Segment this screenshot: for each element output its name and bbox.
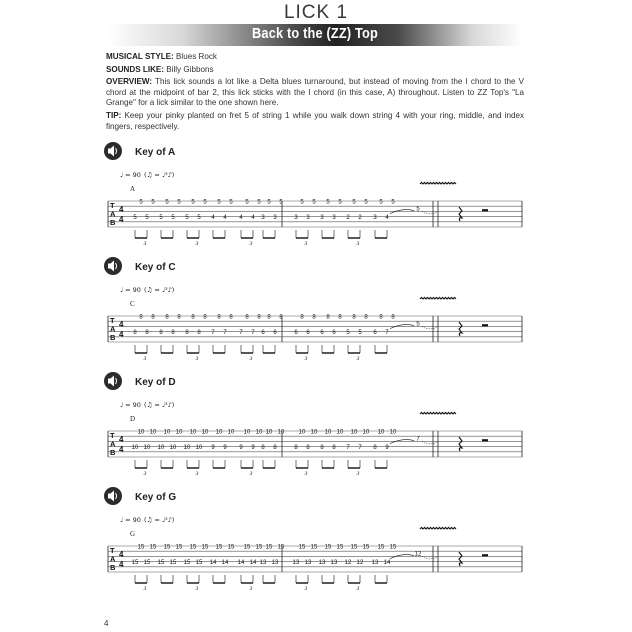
tab-system	[100, 370, 530, 480]
tab-note: 10	[324, 429, 332, 436]
tab-note: 6	[306, 330, 310, 337]
lick-title: LICK 1	[283, 2, 349, 23]
tab-note: 8	[379, 314, 383, 321]
tempo-marking: ♩ = 90	[120, 516, 141, 524]
tab-note: 5	[191, 199, 195, 206]
tab-note: 6	[320, 330, 324, 337]
style-value: Blues Rock	[176, 52, 217, 61]
tab-note: 15	[265, 544, 273, 551]
tab-note: 8	[312, 314, 316, 321]
tab-note: 8	[267, 314, 271, 321]
tab-note: 10	[277, 429, 285, 436]
tab-note: 8	[203, 314, 207, 321]
tab-note: 3	[306, 215, 310, 222]
let-ring-tie	[422, 556, 438, 559]
tab-note: 7	[358, 445, 362, 452]
tab-note: 5	[177, 199, 181, 206]
tab-note: 13	[259, 560, 267, 567]
tab-note: 15	[201, 544, 209, 551]
key-label: Key of A	[135, 147, 176, 158]
time-signature-top: 4	[119, 205, 124, 214]
triplet-number: 3	[195, 586, 199, 592]
let-ring-tie	[422, 441, 438, 444]
tab-note: 15	[310, 544, 318, 551]
tab-note: 15	[131, 560, 139, 567]
tab-note: 15	[137, 544, 145, 551]
tab-note: 15	[324, 544, 332, 551]
tab-note: 13	[371, 560, 379, 567]
sounds-value: Billy Gibbons	[166, 64, 214, 74]
chord-name: D	[130, 415, 136, 423]
tab-letter: T	[110, 546, 115, 555]
triplet-number: 3	[143, 586, 147, 592]
tab-note: 6	[273, 330, 277, 337]
page-number: 4	[104, 619, 109, 628]
tab-note: 5	[364, 199, 368, 206]
tab-note: 5	[229, 199, 233, 206]
tab-note: 5	[203, 199, 207, 206]
tab-note: 15	[157, 560, 165, 567]
tab-note: 8	[197, 330, 201, 337]
tab-note: 7	[211, 330, 215, 337]
tab-note: 4	[385, 215, 389, 222]
tab-note: 15	[350, 544, 358, 551]
tab-note: 15	[377, 544, 385, 551]
tab-note: 10	[137, 429, 145, 436]
tab-note: 5	[139, 199, 143, 206]
tab-note: 8	[273, 445, 277, 452]
triplet-number: 3	[195, 356, 199, 362]
tab-system	[100, 255, 530, 365]
tab-note: 15	[195, 560, 203, 567]
tab-note: 5	[145, 215, 149, 222]
tab-note: 13	[330, 560, 338, 567]
tab-note: 5	[326, 199, 330, 206]
tab-note: 15	[277, 544, 285, 551]
tab-note: 8	[145, 330, 149, 337]
tab-note: 10	[201, 429, 209, 436]
tab-note: 7	[385, 330, 389, 337]
tab-note: 6	[373, 330, 377, 337]
tab-note: 15	[243, 544, 251, 551]
quarter-rest	[459, 552, 462, 566]
title-banner	[108, 24, 522, 46]
tab-note: 5	[346, 330, 350, 337]
key-label: Key of G	[135, 492, 177, 503]
triplet-number: 3	[304, 471, 308, 477]
tab-note: 9	[251, 445, 255, 452]
tab-note: 2	[358, 215, 362, 222]
tab-note: 14	[249, 560, 257, 567]
tab-note: 8	[306, 445, 310, 452]
tab-note: 8	[171, 330, 175, 337]
tab-note: 14	[237, 560, 245, 567]
tab-note: 15	[215, 544, 223, 551]
triplet-number: 3	[143, 356, 147, 362]
tab-note: 3	[373, 215, 377, 222]
system-key-a	[100, 140, 530, 250]
tab-note: 15	[189, 544, 197, 551]
style-label: MUSICAL STYLE:	[106, 52, 174, 61]
let-ring-tie	[422, 211, 438, 214]
tab-note: 7	[239, 330, 243, 337]
triplet-number: 3	[195, 241, 199, 247]
tab-note: 8	[245, 314, 249, 321]
swing-marking: (♫ = ♩³♪)	[144, 171, 175, 179]
tab-note: 15	[183, 560, 191, 567]
tab-note: 10	[131, 445, 139, 452]
tab-note: 6	[294, 330, 298, 337]
tab-note: 14	[209, 560, 217, 567]
banner-title: Back to the (ZZ) Top	[252, 26, 378, 42]
tab-letter: B	[110, 563, 116, 572]
tab-note: 10	[298, 429, 306, 436]
tab-note: 5	[267, 199, 271, 206]
tab-letter: T	[110, 201, 115, 210]
tab-note: 10	[243, 429, 251, 436]
tab-note: 5	[379, 199, 383, 206]
triplet-number: 3	[356, 471, 360, 477]
triplet-number: 3	[356, 241, 360, 247]
triplet-number: 3	[249, 471, 253, 477]
tab-note: 8	[177, 314, 181, 321]
time-signature-top: 4	[119, 435, 124, 444]
tab-note: 5	[279, 199, 283, 206]
tab-note: 8	[300, 314, 304, 321]
tab-note: 10	[189, 429, 197, 436]
tab-note: 15	[227, 544, 235, 551]
tab-letter: B	[110, 333, 116, 342]
vibrato-mark	[420, 527, 456, 529]
tab-note: 15	[336, 544, 344, 551]
tab-note: 8	[139, 314, 143, 321]
tab-letter: A	[110, 439, 116, 449]
tab-note: 5	[133, 215, 137, 222]
time-signature-bottom: 4	[119, 560, 124, 569]
tab-note: 4	[251, 215, 255, 222]
tab-note: 8	[352, 314, 356, 321]
tab-note: 12	[344, 560, 352, 567]
overview-label: OVERVIEW:	[106, 77, 153, 87]
tab-letter: T	[110, 431, 115, 440]
quarter-rest	[459, 207, 462, 221]
tab-note: 8	[391, 314, 395, 321]
tip-value: Keep your pinky planted on fret 5 of string 1 while you walk down string 4 with your ring, middle, and index fingers, respectively.	[106, 110, 525, 131]
tab-note: 10	[310, 429, 318, 436]
tab-note: 10	[169, 445, 177, 452]
tab-note: 15	[143, 560, 151, 567]
tab-note: 10	[143, 445, 151, 452]
tab-note: 7	[223, 330, 227, 337]
tab-note: 3	[320, 215, 324, 222]
tab-note: 12	[414, 551, 422, 558]
audio-speaker-icon	[104, 372, 122, 390]
tab-note: 15	[362, 544, 370, 551]
tab-system	[100, 485, 530, 595]
tab-note: 10	[350, 429, 358, 436]
tab-note: 4	[211, 215, 215, 222]
tab-note: 5	[257, 199, 261, 206]
half-rest	[482, 554, 488, 556]
tab-note: 15	[175, 544, 183, 551]
chord-name: A	[130, 185, 136, 193]
tab-note: 8	[191, 314, 195, 321]
audio-speaker-icon	[104, 142, 122, 160]
key-label: Key of D	[135, 377, 176, 388]
tab-note: 5	[171, 215, 175, 222]
audio-speaker-icon	[104, 257, 122, 275]
vibrato-mark	[420, 297, 456, 299]
triplet-number: 3	[249, 586, 253, 592]
system-key-c	[100, 255, 530, 365]
tab-letter: B	[110, 218, 116, 227]
tab-note: 9	[211, 445, 215, 452]
tab-note: 8	[326, 314, 330, 321]
tab-note: 10	[265, 429, 273, 436]
tab-note: 5	[416, 321, 420, 328]
tab-note: 13	[318, 560, 326, 567]
tab-note: 5	[185, 215, 189, 222]
swing-marking: (♫ = ♩³♪)	[144, 516, 175, 524]
tab-note: 2	[346, 215, 350, 222]
tab-note: 8	[159, 330, 163, 337]
tab-system	[100, 140, 530, 250]
tab-note: 4	[239, 215, 243, 222]
tab-note: 15	[389, 544, 397, 551]
tab-letter: T	[110, 316, 115, 325]
tempo-marking: ♩ = 90	[120, 171, 141, 179]
tab-note: 10	[157, 445, 165, 452]
tab-note: 5	[391, 199, 395, 206]
tab-note: 9	[385, 445, 389, 452]
tab-note: 10	[163, 429, 171, 436]
vibrato-mark	[420, 412, 456, 414]
tab-note: 5	[416, 206, 420, 213]
tab-note: 5	[159, 215, 163, 222]
tab-note: 15	[163, 544, 171, 551]
tab-note: 10	[183, 445, 191, 452]
tab-note: 10	[175, 429, 183, 436]
tab-note: 3	[273, 215, 277, 222]
tab-note: 5	[300, 199, 304, 206]
tab-note: 3	[261, 215, 265, 222]
tab-note: 10	[377, 429, 385, 436]
system-key-g	[100, 485, 530, 595]
triplet-number: 3	[304, 586, 308, 592]
tab-note: 3	[294, 215, 298, 222]
tab-letter: A	[110, 209, 116, 219]
tab-note: 5	[358, 330, 362, 337]
tab-note: 7	[346, 445, 350, 452]
tab-note: 10	[149, 429, 157, 436]
tab-note: 5	[338, 199, 342, 206]
tab-note: 8	[165, 314, 169, 321]
triplet-number: 3	[249, 356, 253, 362]
tab-note: 3	[332, 215, 336, 222]
half-rest	[482, 439, 488, 441]
tab-letter: A	[110, 324, 116, 334]
key-label: Key of C	[135, 262, 176, 273]
tab-note: 10	[227, 429, 235, 436]
tab-note: 8	[294, 445, 298, 452]
tab-note: 10	[389, 429, 397, 436]
audio-speaker-icon	[104, 487, 122, 505]
tab-note: 10	[255, 429, 263, 436]
tab-note: 15	[149, 544, 157, 551]
tab-note: 10	[215, 429, 223, 436]
time-signature-bottom: 4	[119, 445, 124, 454]
overview-value: This lick sounds a lot like a Delta blues turnaround, but instead of moving from the I chord to the V chord at the midpoint of bar 2, this lick sticks with the I chord (in this case, A) throughout. Listen to ZZ Top's "La Grange" for a lick similar to the one shown here.	[106, 77, 524, 108]
let-ring-tie	[422, 326, 438, 329]
tab-note: 15	[169, 560, 177, 567]
time-signature-top: 4	[119, 320, 124, 329]
tab-note: 8	[257, 314, 261, 321]
quarter-rest	[459, 322, 462, 336]
tab-note: 8	[133, 330, 137, 337]
tab-note: 8	[151, 314, 155, 321]
tip	[106, 111, 524, 132]
tab-note: 6	[261, 330, 265, 337]
triplet-number: 3	[356, 586, 360, 592]
time-signature-top: 4	[119, 550, 124, 559]
tab-note: 14	[383, 560, 391, 567]
tab-note: 5	[197, 215, 201, 222]
tab-note: 13	[271, 560, 279, 567]
tempo-marking: ♩ = 90	[120, 401, 141, 409]
tab-note: 4	[223, 215, 227, 222]
chord-name: C	[130, 300, 135, 308]
tab-note: 10	[362, 429, 370, 436]
tab-note: 8	[185, 330, 189, 337]
tab-note: 5	[151, 199, 155, 206]
tab-note: 9	[223, 445, 227, 452]
swing-marking: (♫ = ♩³♪)	[144, 401, 175, 409]
time-signature-bottom: 4	[119, 330, 124, 339]
vibrato-mark	[420, 182, 456, 184]
tab-note: 8	[279, 314, 283, 321]
tab-note: 8	[217, 314, 221, 321]
tab-note: 8	[338, 314, 342, 321]
musical-style	[106, 52, 524, 63]
tab-note: 12	[356, 560, 364, 567]
tab-note: 8	[332, 445, 336, 452]
tab-note: 5	[165, 199, 169, 206]
quarter-rest	[459, 437, 462, 451]
sounds-label: SOUNDS LIKE:	[106, 64, 165, 74]
tab-note: 5	[245, 199, 249, 206]
triplet-number: 3	[195, 471, 199, 477]
tab-note: 8	[373, 445, 377, 452]
tab-note: 10	[336, 429, 344, 436]
half-rest	[482, 324, 488, 326]
tab-note: 5	[312, 199, 316, 206]
tab-letter: A	[110, 554, 116, 564]
overview	[106, 77, 524, 109]
tab-note: 8	[229, 314, 233, 321]
tab-note: 5	[352, 199, 356, 206]
tempo-marking: ♩ = 90	[120, 286, 141, 294]
triplet-number: 3	[249, 241, 253, 247]
tab-note: 14	[221, 560, 229, 567]
tab-note: 7	[251, 330, 255, 337]
tab-note: 8	[261, 445, 265, 452]
triplet-number: 3	[143, 471, 147, 477]
tab-note: 8	[320, 445, 324, 452]
lick-info	[106, 52, 524, 134]
tab-note: 10	[195, 445, 203, 452]
chord-name: G	[130, 530, 136, 538]
system-key-d	[100, 370, 530, 480]
half-rest	[482, 209, 488, 211]
tab-letter: B	[110, 448, 116, 457]
tab-note: 5	[217, 199, 221, 206]
sounds-like	[106, 65, 524, 76]
tab-note: 8	[364, 314, 368, 321]
tab-note: 7	[416, 436, 420, 443]
swing-marking: (♫ = ♩³♪)	[144, 286, 175, 294]
tab-note: 13	[304, 560, 312, 567]
tab-note: 15	[298, 544, 306, 551]
time-signature-bottom: 4	[119, 215, 124, 224]
triplet-number: 3	[304, 356, 308, 362]
tip-label: TIP:	[106, 110, 122, 120]
triplet-number: 3	[304, 241, 308, 247]
tab-note: 6	[332, 330, 336, 337]
tab-note: 15	[255, 544, 263, 551]
tab-note: 13	[292, 560, 300, 567]
tab-note: 9	[239, 445, 243, 452]
triplet-number: 3	[143, 241, 147, 247]
triplet-number: 3	[356, 356, 360, 362]
